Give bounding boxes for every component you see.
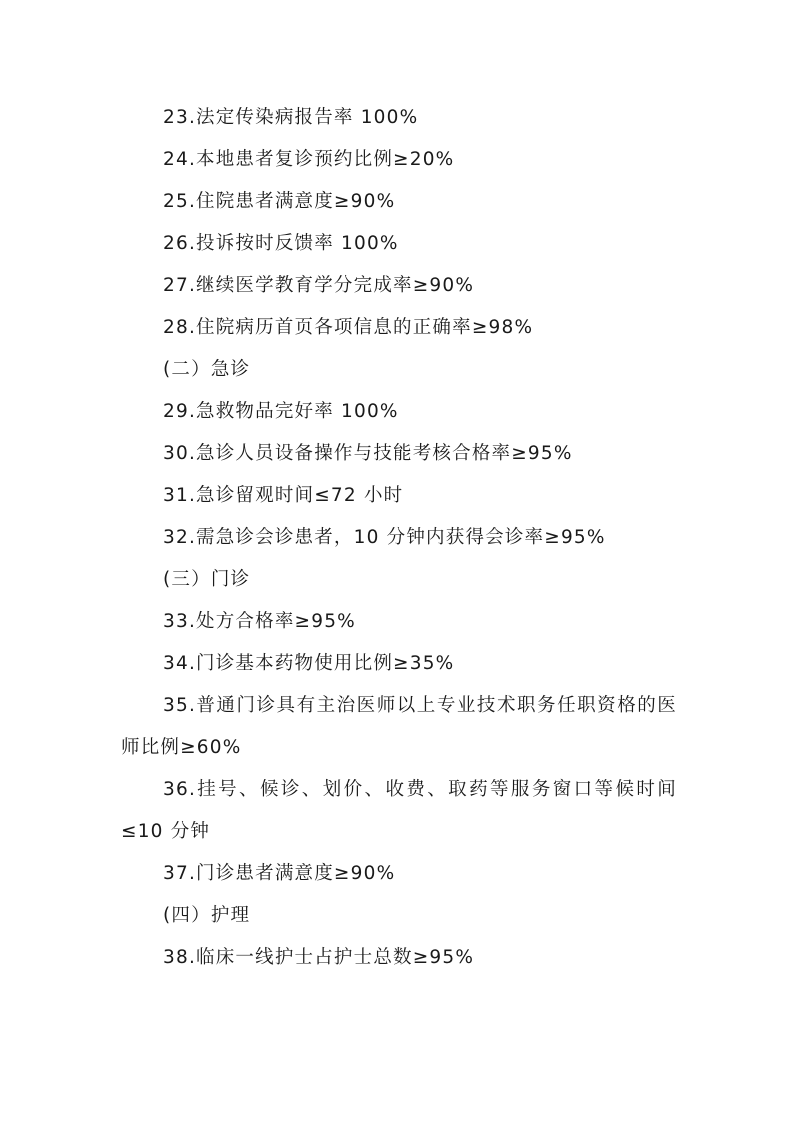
- list-item: 24.本地患者复诊预约比例≥20%: [163, 149, 455, 170]
- list-item: 38.临床一线护士占护士总数≥95%: [163, 947, 475, 968]
- section-heading: (二）急诊: [163, 359, 251, 380]
- list-item: 26.投诉按时反馈率 100%: [163, 233, 399, 254]
- list-item: 31.急诊留观时间≤72 小时: [163, 485, 404, 506]
- list-item: 25.住院患者满意度≥90%: [163, 191, 396, 212]
- list-item: 28.住院病历首页各项信息的正确率≥98%: [163, 317, 534, 338]
- list-item: 30.急诊人员设备操作与技能考核合格率≥95%: [163, 443, 573, 464]
- section-heading: (三）门诊: [163, 569, 251, 590]
- document-body: [121, 97, 677, 979]
- list-item: 33.处方合格率≥95%: [163, 611, 356, 632]
- list-item: 37.门诊患者满意度≥90%: [163, 863, 396, 884]
- section-heading: (四）护理: [163, 905, 251, 926]
- list-item: 32.需急诊会诊患者，10 分钟内获得会诊率≥95%: [163, 527, 606, 548]
- list-item: 27.继续医学教育学分完成率≥90%: [163, 275, 475, 296]
- list-item: 29.急救物品完好率 100%: [163, 401, 399, 422]
- list-item: 23.法定传染病报告率 100%: [163, 107, 419, 128]
- list-item: 34.门诊基本药物使用比例≥35%: [163, 653, 455, 674]
- list-item: 35.普通门诊具有主治医师以上专业技术职务任职资格的医师比例≥60%: [121, 695, 677, 758]
- list-item: 36.挂号、候诊、划价、收费、取药等服务窗口等候时间≤10 分钟: [121, 779, 677, 842]
